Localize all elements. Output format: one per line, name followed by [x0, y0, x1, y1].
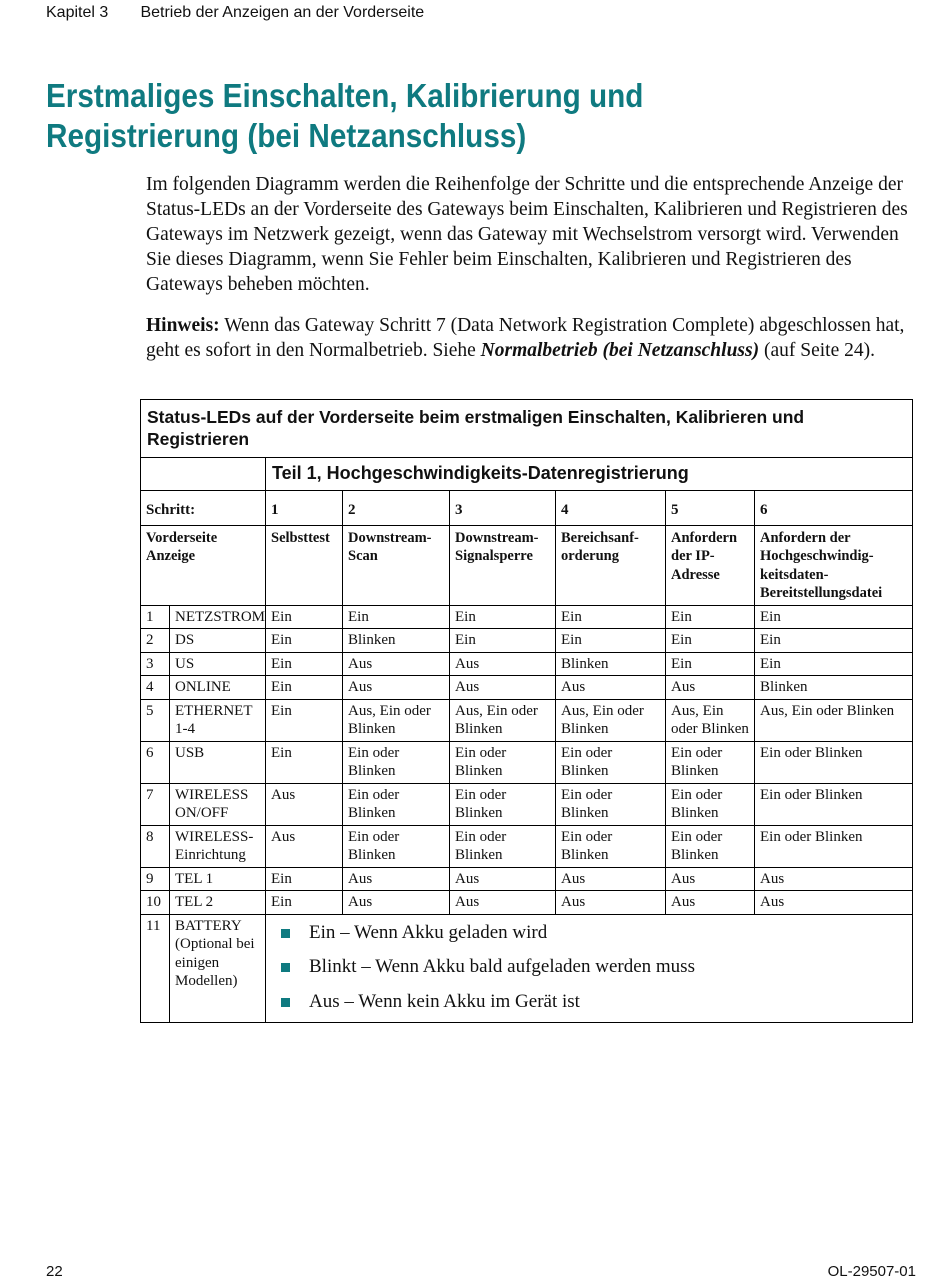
row-number: 1 — [141, 605, 170, 629]
row-number: 6 — [141, 741, 170, 783]
list-item — [277, 990, 907, 1014]
status-led-table — [140, 399, 913, 1023]
battery-state-text: Ein – Wenn Akku geladen wird — [309, 921, 548, 943]
table-row — [141, 867, 913, 891]
led-state: Ein — [666, 652, 755, 676]
step-number: 5 — [666, 491, 755, 526]
led-name: ETHERNET 1-4 — [170, 699, 266, 741]
battery-state-text: Blinkt – Wenn Akku bald aufgeladen werden muss — [309, 956, 695, 977]
row-number: 10 — [141, 891, 170, 915]
step-name: Anfordern der Hochgeschwindig-keitsdaten-Bereitstellungsdatei — [755, 525, 913, 605]
led-state: Ein oder Blinken — [755, 741, 913, 783]
led-state: Aus — [556, 676, 666, 700]
step-name: Bereichsanf-orderung — [556, 525, 666, 605]
chapter-label: Kapitel 3 — [46, 4, 109, 21]
led-state: Blinken — [556, 652, 666, 676]
note-suffix: (auf Seite 24). — [759, 340, 875, 361]
led-state: Aus — [556, 891, 666, 915]
table-row — [141, 652, 913, 676]
table-row — [141, 699, 913, 741]
table-row — [141, 783, 913, 825]
battery-state-list — [271, 921, 907, 1014]
led-state: Ein oder Blinken — [556, 825, 666, 867]
led-state: Aus — [450, 676, 556, 700]
led-state: Aus, Ein oder Blinken — [343, 699, 450, 741]
table-row — [141, 629, 913, 653]
led-state: Aus — [556, 867, 666, 891]
battery-row — [141, 914, 913, 1022]
led-state: Ein oder Blinken — [556, 783, 666, 825]
led-state: Aus — [755, 891, 913, 915]
led-state: Ein — [266, 741, 343, 783]
title-line-1: Erstmaliges Einschalten, Kalibrierung und — [46, 77, 644, 114]
note-paragraph — [146, 313, 916, 363]
table-row — [141, 605, 913, 629]
row-number: 4 — [141, 676, 170, 700]
led-state: Ein oder Blinken — [343, 825, 450, 867]
led-state: Aus, Ein oder Blinken — [666, 699, 755, 741]
battery-states — [266, 914, 913, 1022]
led-state: Ein oder Blinken — [666, 741, 755, 783]
led-name: DS — [170, 629, 266, 653]
page-number: 22 — [46, 1263, 63, 1280]
led-state: Ein — [450, 629, 556, 653]
led-state: Ein — [266, 652, 343, 676]
led-state: Aus — [343, 891, 450, 915]
step-label: Schritt: — [141, 491, 266, 526]
led-name: ONLINE — [170, 676, 266, 700]
led-name: WIRELESS ON/OFF — [170, 783, 266, 825]
step-name: Downstream-Scan — [343, 525, 450, 605]
led-state: Aus, Ein oder Blinken — [755, 699, 913, 741]
led-state: Ein oder Blinken — [450, 741, 556, 783]
led-state: Ein oder Blinken — [343, 741, 450, 783]
led-state: Aus — [450, 867, 556, 891]
steps-row — [141, 491, 913, 526]
led-state: Aus — [266, 825, 343, 867]
note-reference-link[interactable]: Normalbetrieb (bei Netzanschluss) — [480, 340, 760, 361]
row-number: 8 — [141, 825, 170, 867]
row-number: 5 — [141, 699, 170, 741]
table-body — [141, 400, 913, 1023]
list-item — [277, 955, 907, 979]
led-state: Ein — [343, 605, 450, 629]
led-state: Ein oder Blinken — [755, 825, 913, 867]
led-state: Ein oder Blinken — [450, 783, 556, 825]
step-names-row — [141, 525, 913, 605]
led-name: WIRELESS-Einrichtung — [170, 825, 266, 867]
note-label: Hinweis: — [146, 315, 220, 336]
led-state: Ein — [266, 629, 343, 653]
led-state: Ein — [266, 699, 343, 741]
led-state: Ein — [755, 605, 913, 629]
title-line-2: Registrierung (bei Netzanschluss) — [46, 117, 527, 154]
bullet-icon — [281, 998, 290, 1007]
led-state: Aus — [343, 676, 450, 700]
led-state: Aus — [666, 867, 755, 891]
led-name: NETZSTROM — [170, 605, 266, 629]
led-state: Aus — [266, 783, 343, 825]
led-state: Ein oder Blinken — [450, 825, 556, 867]
bullet-icon — [281, 963, 290, 972]
list-item — [277, 921, 907, 945]
step-number: 1 — [266, 491, 343, 526]
led-state: Ein oder Blinken — [556, 741, 666, 783]
led-state: Ein — [556, 605, 666, 629]
note-text: Wenn das Gateway Schritt 7 (Data Network Registration Complete) abgeschlossen hat, geht es sofort in den Normalbetrieb. Siehe — [146, 315, 905, 361]
table-row — [141, 676, 913, 700]
led-state: Blinken — [343, 629, 450, 653]
led-state: Ein oder Blinken — [666, 825, 755, 867]
table-row — [141, 891, 913, 915]
led-state: Ein — [266, 605, 343, 629]
table-row — [141, 741, 913, 783]
step-number: 6 — [755, 491, 913, 526]
step-number: 2 — [343, 491, 450, 526]
battery-state-text: Aus – Wenn kein Akku im Gerät ist — [309, 990, 580, 1012]
led-state: Ein — [755, 652, 913, 676]
step-number: 3 — [450, 491, 556, 526]
document-id: OL-29507-01 — [827, 1263, 916, 1280]
bullet-icon — [281, 929, 290, 938]
step-name: Anfordern der IP-Adresse — [666, 525, 755, 605]
row-number: 2 — [141, 629, 170, 653]
led-state: Ein — [266, 676, 343, 700]
led-state: Ein — [450, 605, 556, 629]
indicator-label: Vorderseite Anzeige — [141, 525, 266, 605]
led-state: Aus — [666, 676, 755, 700]
led-state: Ein — [266, 867, 343, 891]
led-name: US — [170, 652, 266, 676]
table-row — [141, 825, 913, 867]
row-number: 7 — [141, 783, 170, 825]
led-state: Ein oder Blinken — [666, 783, 755, 825]
led-state: Ein — [266, 891, 343, 915]
led-state: Aus — [343, 652, 450, 676]
step-name: Selbsttest — [266, 525, 343, 605]
led-name: TEL 2 — [170, 891, 266, 915]
led-name: USB — [170, 741, 266, 783]
step-number: 4 — [556, 491, 666, 526]
chapter-title: Betrieb der Anzeigen an der Vorderseite — [140, 4, 425, 21]
led-state: Ein — [666, 629, 755, 653]
led-state: Aus — [450, 652, 556, 676]
step-name: Downstream-Signalsperre — [450, 525, 556, 605]
part-spacer-cell — [141, 458, 266, 491]
led-state: Aus — [343, 867, 450, 891]
led-state: Aus — [666, 891, 755, 915]
page-title — [46, 76, 784, 156]
running-header — [46, 4, 424, 22]
led-state: Blinken — [755, 676, 913, 700]
row-number: 11 — [141, 914, 170, 1022]
led-name: BATTERY (Optional bei einigen Modellen) — [170, 914, 266, 1022]
led-state: Aus, Ein oder Blinken — [450, 699, 556, 741]
led-state: Aus — [755, 867, 913, 891]
led-state: Ein oder Blinken — [343, 783, 450, 825]
led-state: Aus — [450, 891, 556, 915]
led-state: Ein — [556, 629, 666, 653]
table-title: Status-LEDs auf der Vorderseite beim erstmaligen Einschalten, Kalibrieren und Registrieren — [141, 400, 913, 458]
led-state: Ein — [666, 605, 755, 629]
led-state: Aus, Ein oder Blinken — [556, 699, 666, 741]
row-number: 3 — [141, 652, 170, 676]
intro-paragraph: Im folgenden Diagramm werden die Reihenfolge der Schritte und die entsprechende Anzeige der Status-LEDs an der Vorderseite des Gateways beim Einschalten, Kalibrieren und Registrieren des Gateways im Netzwerk gezeigt, wenn das Gateway mit Wechselstrom versorgt wird. Verwenden Sie dieses Diagramm, wenn Sie Fehler beim Einschalten, Kalibrieren und Registrieren des Gateways beheben möchten. — [146, 174, 908, 295]
led-state: Ein oder Blinken — [755, 783, 913, 825]
part-heading: Teil 1, Hochgeschwindigkeits-Datenregistrierung — [266, 458, 913, 491]
led-name: TEL 1 — [170, 867, 266, 891]
led-state: Ein — [755, 629, 913, 653]
row-number: 9 — [141, 867, 170, 891]
